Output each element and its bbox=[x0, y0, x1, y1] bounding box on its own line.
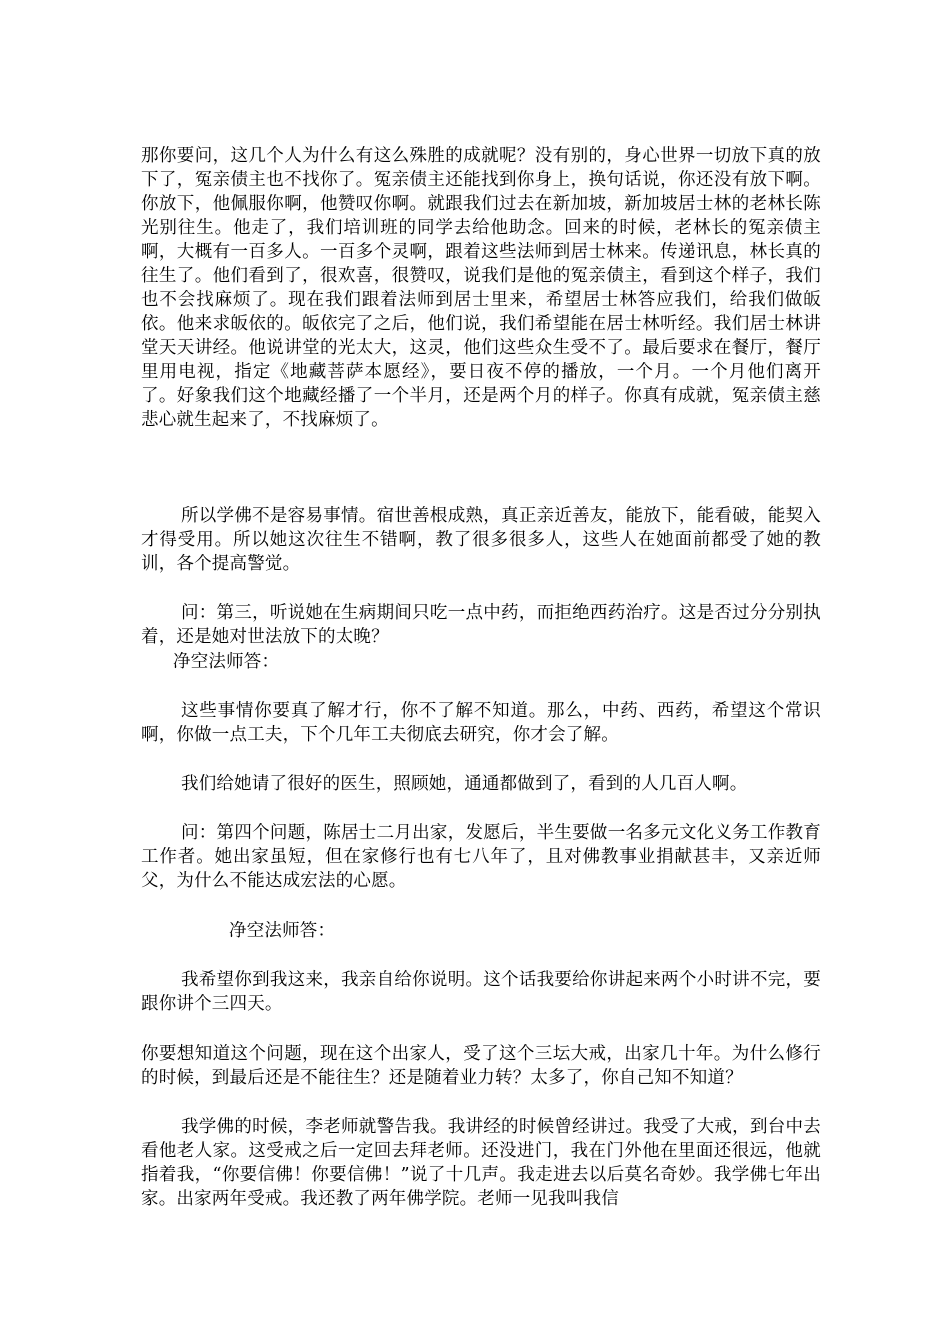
paragraph-2: 所以学佛不是容易事情。宿世善根成熟，真正亲近善友，能放下，能看破，能契入才得受用。所以她这次往生不错啊，教了很多很多人，这些人在她面前都受了她的教训，各个提高警觉。 bbox=[141, 506, 821, 574]
paragraph-1: 那你要问，这几个人为什么有这么殊胜的成就呢？没有别的，身心世界一切放下真的放下了，冤亲债主也不找你了。冤亲债主还能找到你身上，换句话说，你还没有放下啊。你放下，他佩服你啊，他赞叹你啊。就跟我们过去在新加坡，新加坡居士林的老林长陈光别往生。他走了，我们培训班的同学去给他助念。回来的时候，老林长的冤亲债主啊，大概有一百多人。一百多个灵啊，跟着这些法师到居士林来。传递讯息，林长真的往生了。他们看到了，很欢喜，很赞叹，说我们是他的冤亲债主，看到这个样子，我们也不会找麻烦了。现在我们跟着法师到居士里来，希望居士林答应我们，给我们做皈依。他来求皈依的。皈依完了之后，他们说，我们希望能在居士林听经。我们居士林讲堂天天讲经。他说讲堂的光太大，这灵，他们这些众生受不了。最后要求在餐厅，餐厅里用电视，指定《地藏菩萨本愿经》，要日夜不停的播放，一个月。一个月他们离开了。好象我们这个地藏经播了一个半月，还是两个月的样子。你真有成就，冤亲债主慈悲心就生起来了，不找麻烦了。 bbox=[141, 146, 821, 430]
paragraph-question-4: 问：第四个问题，陈居士二月出家，发愿后，半生要做一名多元文化义务工作教育工作者。她出家虽短，但在家修行也有七八年了，且对佛教事业捐献甚丰，又亲近师父，为什么不能达成宏法的心愿。 bbox=[141, 823, 821, 891]
paragraph-answer-4c: 我学佛的时候，李老师就警告我。我讲经的时候曾经讲过。我受了大戒，到台中去看他老人家。这受戒之后一定回去拜老师。还没进门，我在门外他在里面还很远，他就指着我，“你要信佛！你要信佛！”说了十几声。我走进去以后莫名奇妙。我学佛七年出家。出家两年受戒。我还教了两年佛学院。老师一见我叫我信 bbox=[141, 1117, 821, 1209]
paragraph-answer-3a: 这些事情你要真了解才行，你不了解不知道。那么，中药、西药，希望这个常识啊，你做一点工夫，下个几年工夫彻底去研究，你才会了解。 bbox=[141, 701, 821, 745]
answer-label-2: 净空法师答： bbox=[229, 921, 336, 941]
paragraph-question-3: 问：第三，听说她在生病期间只吃一点中药，而拒绝西药治疗。这是否过分分别执着，还是她对世法放下的太晚？ bbox=[141, 603, 821, 647]
paragraph-answer-4a: 我希望你到我这来，我亲自给你说明。这个话我要给你讲起来两个小时讲不完，要跟你讲个三四天。 bbox=[141, 970, 821, 1014]
paragraph-answer-3b: 我们给她请了很好的医生，照顾她，通通都做到了，看到的人几百人啊。 bbox=[181, 774, 748, 794]
answer-label-1: 净空法师答： bbox=[173, 652, 280, 672]
paragraph-answer-4b: 你要想知道这个问题，现在这个出家人，受了这个三坛大戒，出家几十年。为什么修行的时候，到最后还是不能往生？还是随着业力转？太多了，你自己知不知道？ bbox=[141, 1044, 821, 1088]
